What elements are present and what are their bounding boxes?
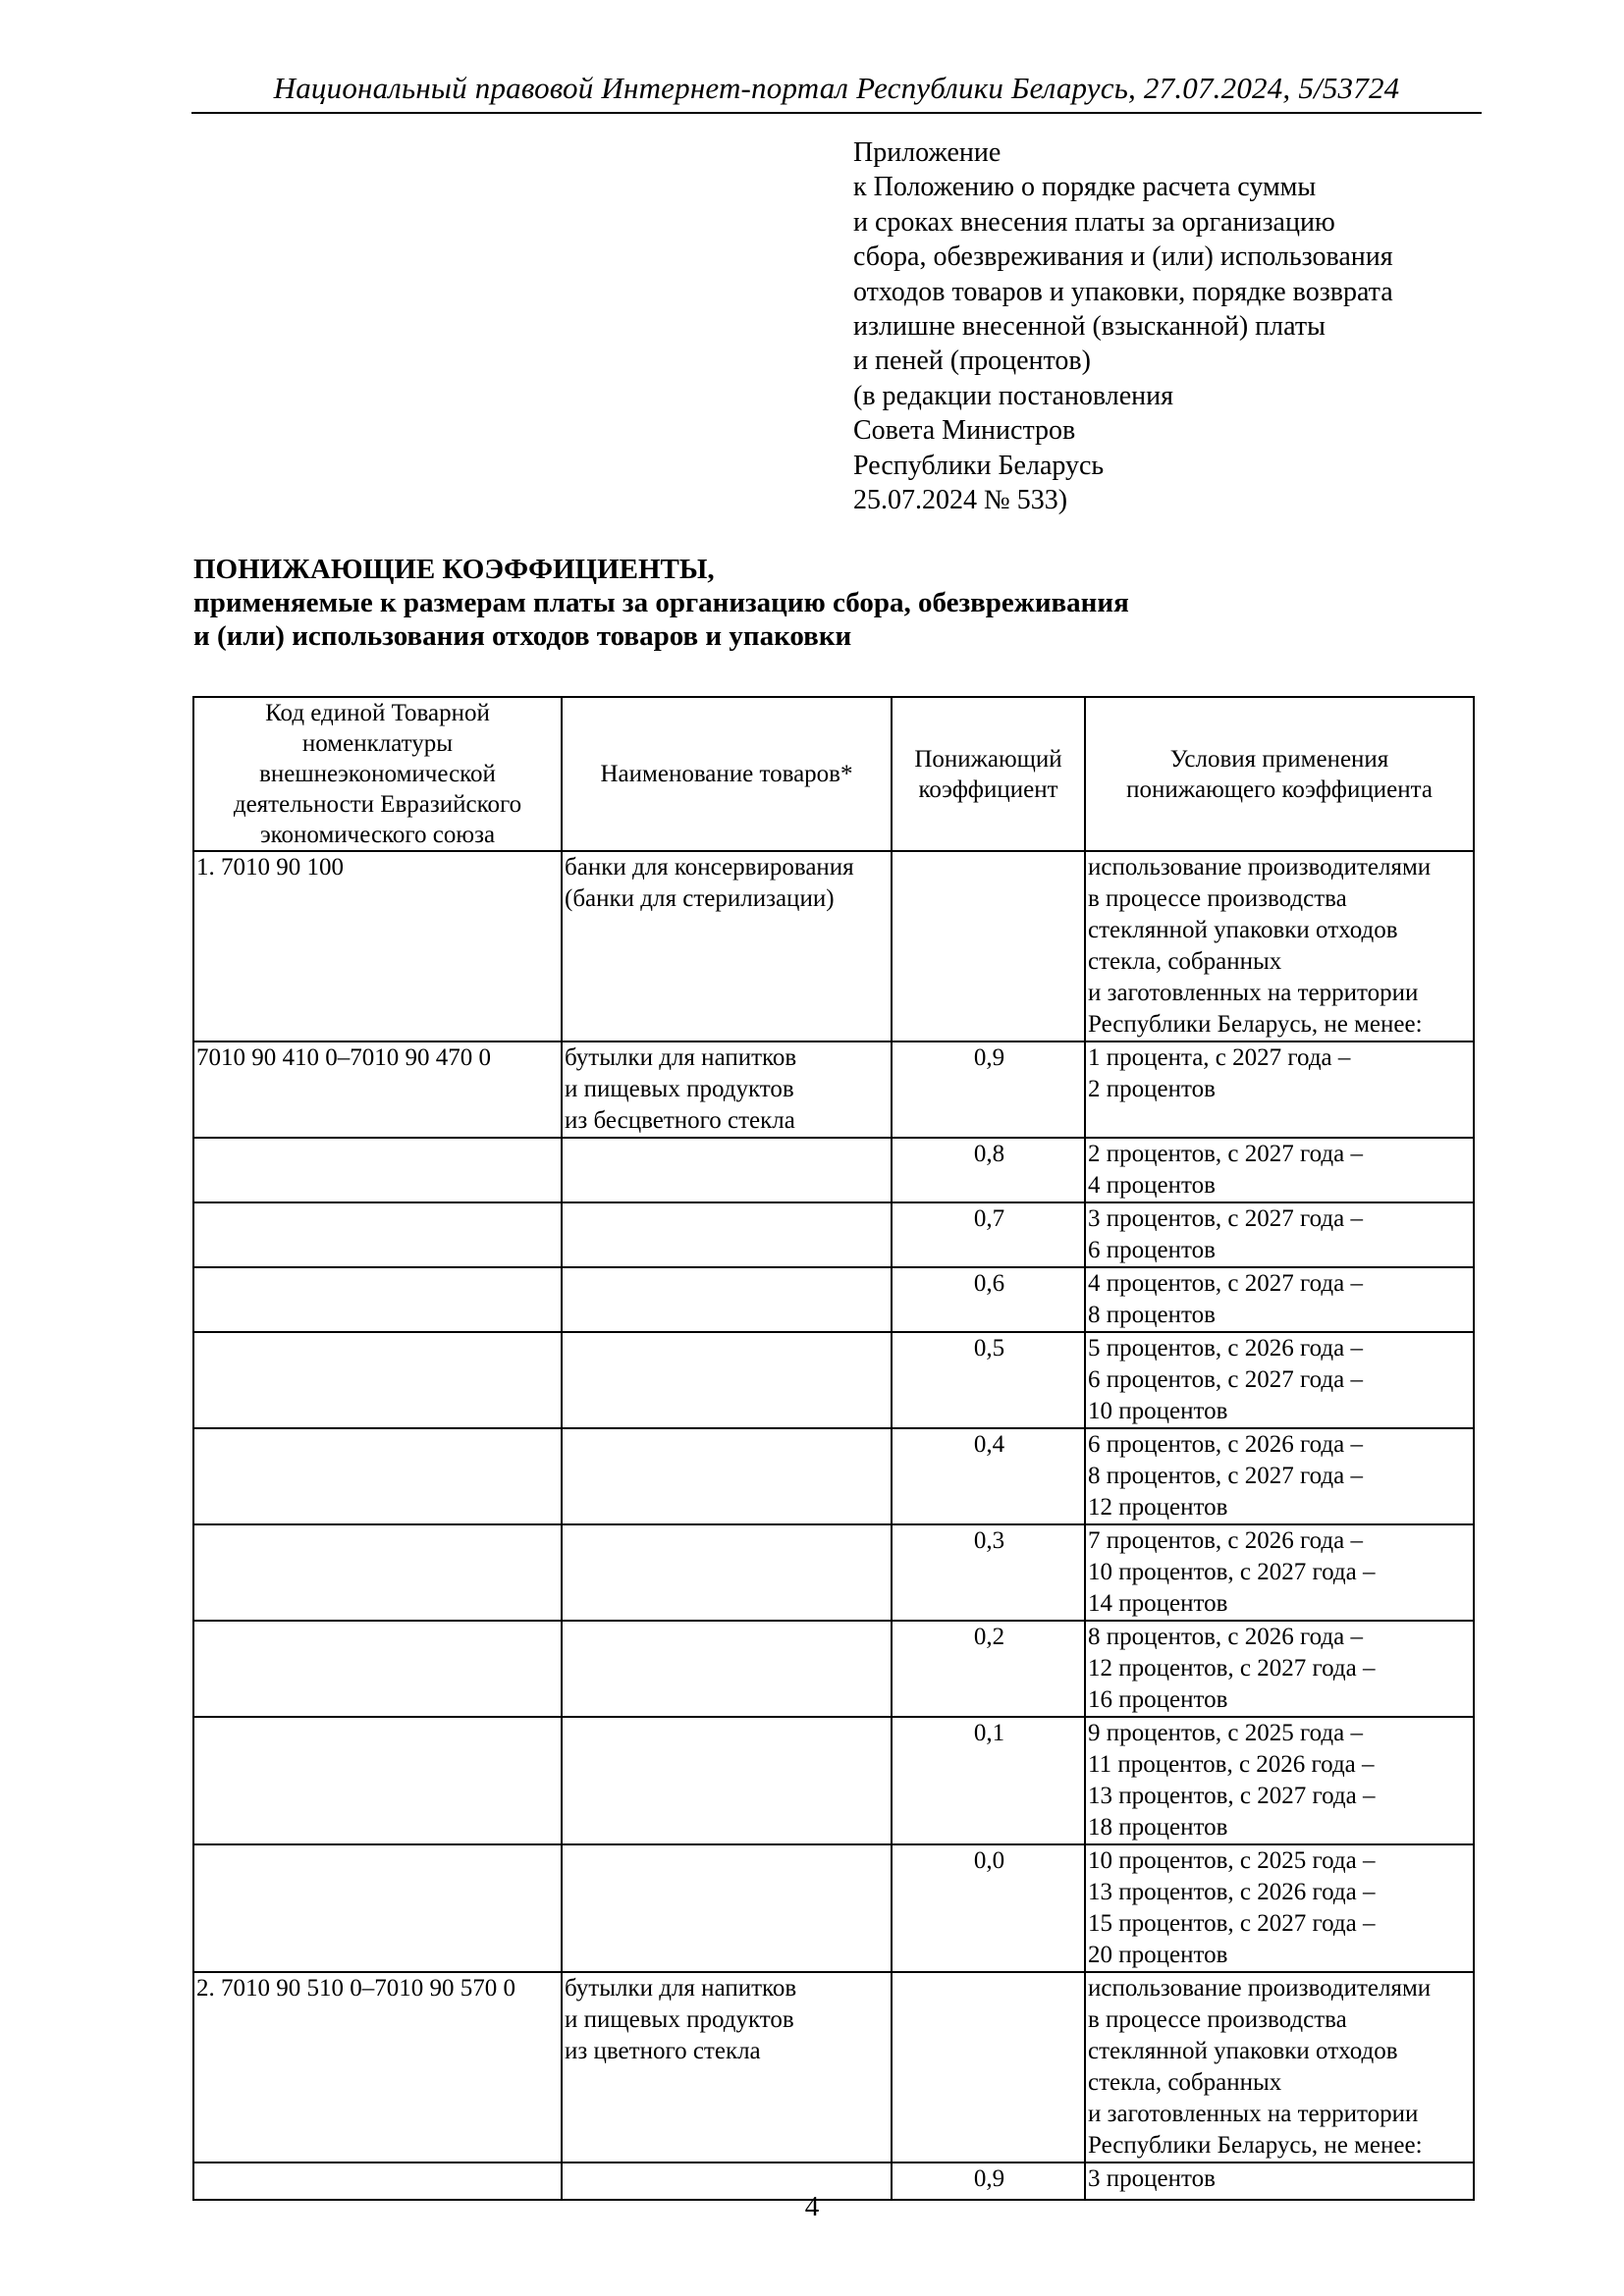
appendix-line: сбора, обезвреживания и (или) использования (853, 241, 1393, 273)
name-cell-line: из цветного стекла (565, 2038, 761, 2064)
code-cell (193, 1621, 562, 1717)
name-cell-line: и пищевых продуктов (565, 2006, 794, 2033)
conditions-cell-line: использование производителями (1088, 854, 1432, 881)
code-cell (193, 1202, 562, 1267)
conditions-cell-line: 11 процентов, с 2026 года – (1088, 1751, 1375, 1778)
conditions-cell (1085, 1621, 1474, 1717)
conditions-cell-line: стеклянной упаковки отходов (1088, 2038, 1398, 2064)
conditions-cell (1085, 1844, 1474, 1972)
conditions-cell-line: 12 процентов, с 2027 года – (1088, 1655, 1376, 1682)
conditions-cell (1085, 1428, 1474, 1524)
name-cell (562, 1428, 892, 1524)
table-body (193, 851, 1474, 2200)
conditions-cell-line: Республики Беларусь, не менее: (1088, 1011, 1423, 1038)
code-cell (193, 1972, 562, 2163)
conditions-cell-line: 9 процентов, с 2025 года – (1088, 1720, 1363, 1746)
title-line: и (или) использования отходов товаров и упаковки (193, 620, 852, 652)
name-cell (562, 1267, 892, 1332)
table-row (193, 1202, 1474, 1267)
conditions-cell-line: 8 процентов, с 2027 года – (1088, 1463, 1363, 1489)
conditions-cell-line: в процессе производства (1088, 2006, 1347, 2033)
table-row (193, 1428, 1474, 1524)
coefficient-cell: 0,2 (892, 1621, 1085, 1717)
conditions-cell (1085, 1972, 1474, 2163)
code-cell (193, 1524, 562, 1621)
conditions-cell-line: 12 процентов (1088, 1494, 1228, 1521)
conditions-cell-line: 6 процентов, с 2026 года – (1088, 1431, 1363, 1458)
conditions-cell (1085, 1202, 1474, 1267)
conditions-cell-line: и заготовленных на территории (1088, 980, 1419, 1006)
coefficient-cell: 0,5 (892, 1332, 1085, 1428)
name-cell-line: бутылки для напитков (565, 1044, 797, 1071)
name-cell-line: (банки для стерилизации) (565, 885, 835, 912)
header-name: Наименование товаров* (562, 697, 892, 851)
conditions-cell-line: 10 процентов (1088, 1398, 1228, 1424)
appendix-line: 25.07.2024 № 533) (853, 485, 1068, 516)
name-cell (562, 1972, 892, 2163)
coefficient-cell (892, 1972, 1085, 2163)
conditions-cell-line: 20 процентов (1088, 1942, 1228, 1968)
conditions-cell-line: 1 процента, с 2027 года – (1088, 1044, 1351, 1071)
conditions-cell-line: 10 процентов, с 2027 года – (1088, 1559, 1376, 1585)
conditions-cell-line: 16 процентов (1088, 1686, 1228, 1713)
conditions-cell-line: стеклянной упаковки отходов (1088, 917, 1398, 943)
appendix-line: Республики Беларусь (853, 450, 1105, 481)
conditions-cell-line: 5 процентов, с 2026 года – (1088, 1335, 1363, 1362)
coefficient-cell: 0,7 (892, 1202, 1085, 1267)
code-cell (193, 1332, 562, 1428)
coefficient-cell: 0,6 (892, 1267, 1085, 1332)
table-row (193, 1844, 1474, 1972)
table-row (193, 1041, 1474, 1138)
name-cell (562, 1524, 892, 1621)
coefficient-cell: 0,1 (892, 1717, 1085, 1844)
conditions-cell-line: 7 процентов, с 2026 года – (1088, 1527, 1363, 1554)
name-cell (562, 1041, 892, 1138)
coefficient-cell: 0,3 (892, 1524, 1085, 1621)
code-cell (193, 851, 562, 1041)
code-cell (193, 1844, 562, 1972)
table-row (193, 1972, 1474, 2163)
name-cell (562, 1138, 892, 1202)
conditions-cell-line: 8 процентов (1088, 1302, 1216, 1328)
coefficient-cell: 0,9 (892, 1041, 1085, 1138)
page-number: 4 (804, 2191, 820, 2222)
document-title (193, 553, 1489, 653)
conditions-cell-line: использование производителями (1088, 1975, 1432, 2002)
coefficient-cell: 0,9 (892, 2163, 1085, 2200)
header-coefficient: Понижающий коэффициент (892, 697, 1085, 851)
conditions-cell-line: 13 процентов, с 2026 года – (1088, 1879, 1376, 1905)
appendix-line: к Положению о порядке расчета суммы (853, 172, 1317, 203)
table-row (193, 1524, 1474, 1621)
appendix-line: Приложение (853, 137, 1001, 168)
portal-header: Национальный правовой Интернет-портал Республики Беларусь, 27.07.2024, 5/53724 (191, 71, 1482, 114)
conditions-cell-line: 3 процентов (1088, 2165, 1216, 2192)
conditions-cell (1085, 1138, 1474, 1202)
name-cell-line: банки для консервирования (565, 854, 854, 881)
header-code: Код единой Товарной номенклатуры внешнеэкономической деятельности Евразийского экономического союза (193, 697, 562, 851)
code-cell-line: 2. 7010 90 510 0–7010 90 570 0 (196, 1975, 515, 2002)
conditions-cell-line: 8 процентов, с 2026 года – (1088, 1624, 1363, 1650)
coefficient-cell: 0,0 (892, 1844, 1085, 1972)
title-line: ПОНИЖАЮЩИЕ КОЭФФИЦИЕНТЫ, (193, 554, 715, 585)
coefficient-cell (892, 851, 1085, 1041)
code-cell (193, 1138, 562, 1202)
code-cell-line: 7010 90 410 0–7010 90 470 0 (196, 1044, 491, 1071)
coefficients-table (192, 696, 1475, 2201)
conditions-cell-line: 18 процентов (1088, 1814, 1228, 1841)
title-line: применяемые к размерам платы за организацию сбора, обезвреживания (193, 587, 1129, 618)
code-cell (193, 1041, 562, 1138)
code-cell (193, 1428, 562, 1524)
name-cell (562, 851, 892, 1041)
conditions-cell (1085, 1717, 1474, 1844)
conditions-cell-line: 15 процентов, с 2027 года – (1088, 1910, 1376, 1937)
conditions-cell (1085, 1267, 1474, 1332)
coefficient-cell: 0,8 (892, 1138, 1085, 1202)
conditions-cell-line: 2 процентов (1088, 1076, 1216, 1102)
appendix-note (853, 135, 1541, 517)
conditions-cell-line: 4 процентов (1088, 1172, 1216, 1199)
appendix-line: (в редакции постановления (853, 380, 1174, 411)
code-cell-line: 1. 7010 90 100 (196, 854, 344, 881)
code-cell (193, 1267, 562, 1332)
name-cell (562, 1621, 892, 1717)
conditions-cell (1085, 1524, 1474, 1621)
conditions-cell (1085, 1332, 1474, 1428)
table-header-row (193, 697, 1474, 851)
table-row (193, 1717, 1474, 1844)
conditions-cell (1085, 1041, 1474, 1138)
code-cell (193, 1717, 562, 1844)
appendix-line: и пеней (процентов) (853, 346, 1091, 377)
appendix-line: Совета Министров (853, 415, 1076, 447)
conditions-cell-line: 6 процентов, с 2027 года – (1088, 1366, 1363, 1393)
name-cell (562, 1332, 892, 1428)
conditions-cell-line: 14 процентов (1088, 1590, 1228, 1617)
appendix-line: отходов товаров и упаковки, порядке возврата (853, 276, 1393, 307)
appendix-line: и сроках внесения платы за организацию (853, 206, 1335, 238)
conditions-cell-line: 4 процентов, с 2027 года – (1088, 1270, 1363, 1297)
header-conditions: Условия применения понижающего коэффициента (1085, 697, 1474, 851)
conditions-cell-line: в процессе производства (1088, 885, 1347, 912)
table-row (193, 1332, 1474, 1428)
conditions-cell (1085, 851, 1474, 1041)
table-row (193, 1138, 1474, 1202)
conditions-cell-line: 10 процентов, с 2025 года – (1088, 1847, 1376, 1874)
name-cell (562, 1202, 892, 1267)
table-row (193, 851, 1474, 1041)
coefficient-cell: 0,4 (892, 1428, 1085, 1524)
conditions-cell-line: и заготовленных на территории (1088, 2101, 1419, 2127)
name-cell (562, 1717, 892, 1844)
conditions-cell-line: 13 процентов, с 2027 года – (1088, 1783, 1376, 1809)
conditions-cell-line: Республики Беларусь, не менее: (1088, 2132, 1423, 2159)
name-cell-line: из бесцветного стекла (565, 1107, 795, 1134)
conditions-cell-line: 3 процентов, с 2027 года – (1088, 1205, 1363, 1232)
name-cell-line: и пищевых продуктов (565, 1076, 794, 1102)
conditions-cell-line: стекла, собранных (1088, 2069, 1282, 2096)
appendix-line: излишне внесенной (взысканной) платы (853, 311, 1326, 343)
name-cell (562, 1844, 892, 1972)
conditions-cell-line: 2 процентов, с 2027 года – (1088, 1141, 1363, 1167)
conditions-cell-line: стекла, собранных (1088, 948, 1282, 975)
table-row (193, 1621, 1474, 1717)
conditions-cell-line: 6 процентов (1088, 1237, 1216, 1263)
name-cell-line: бутылки для напитков (565, 1975, 797, 2002)
table-row (193, 1267, 1474, 1332)
